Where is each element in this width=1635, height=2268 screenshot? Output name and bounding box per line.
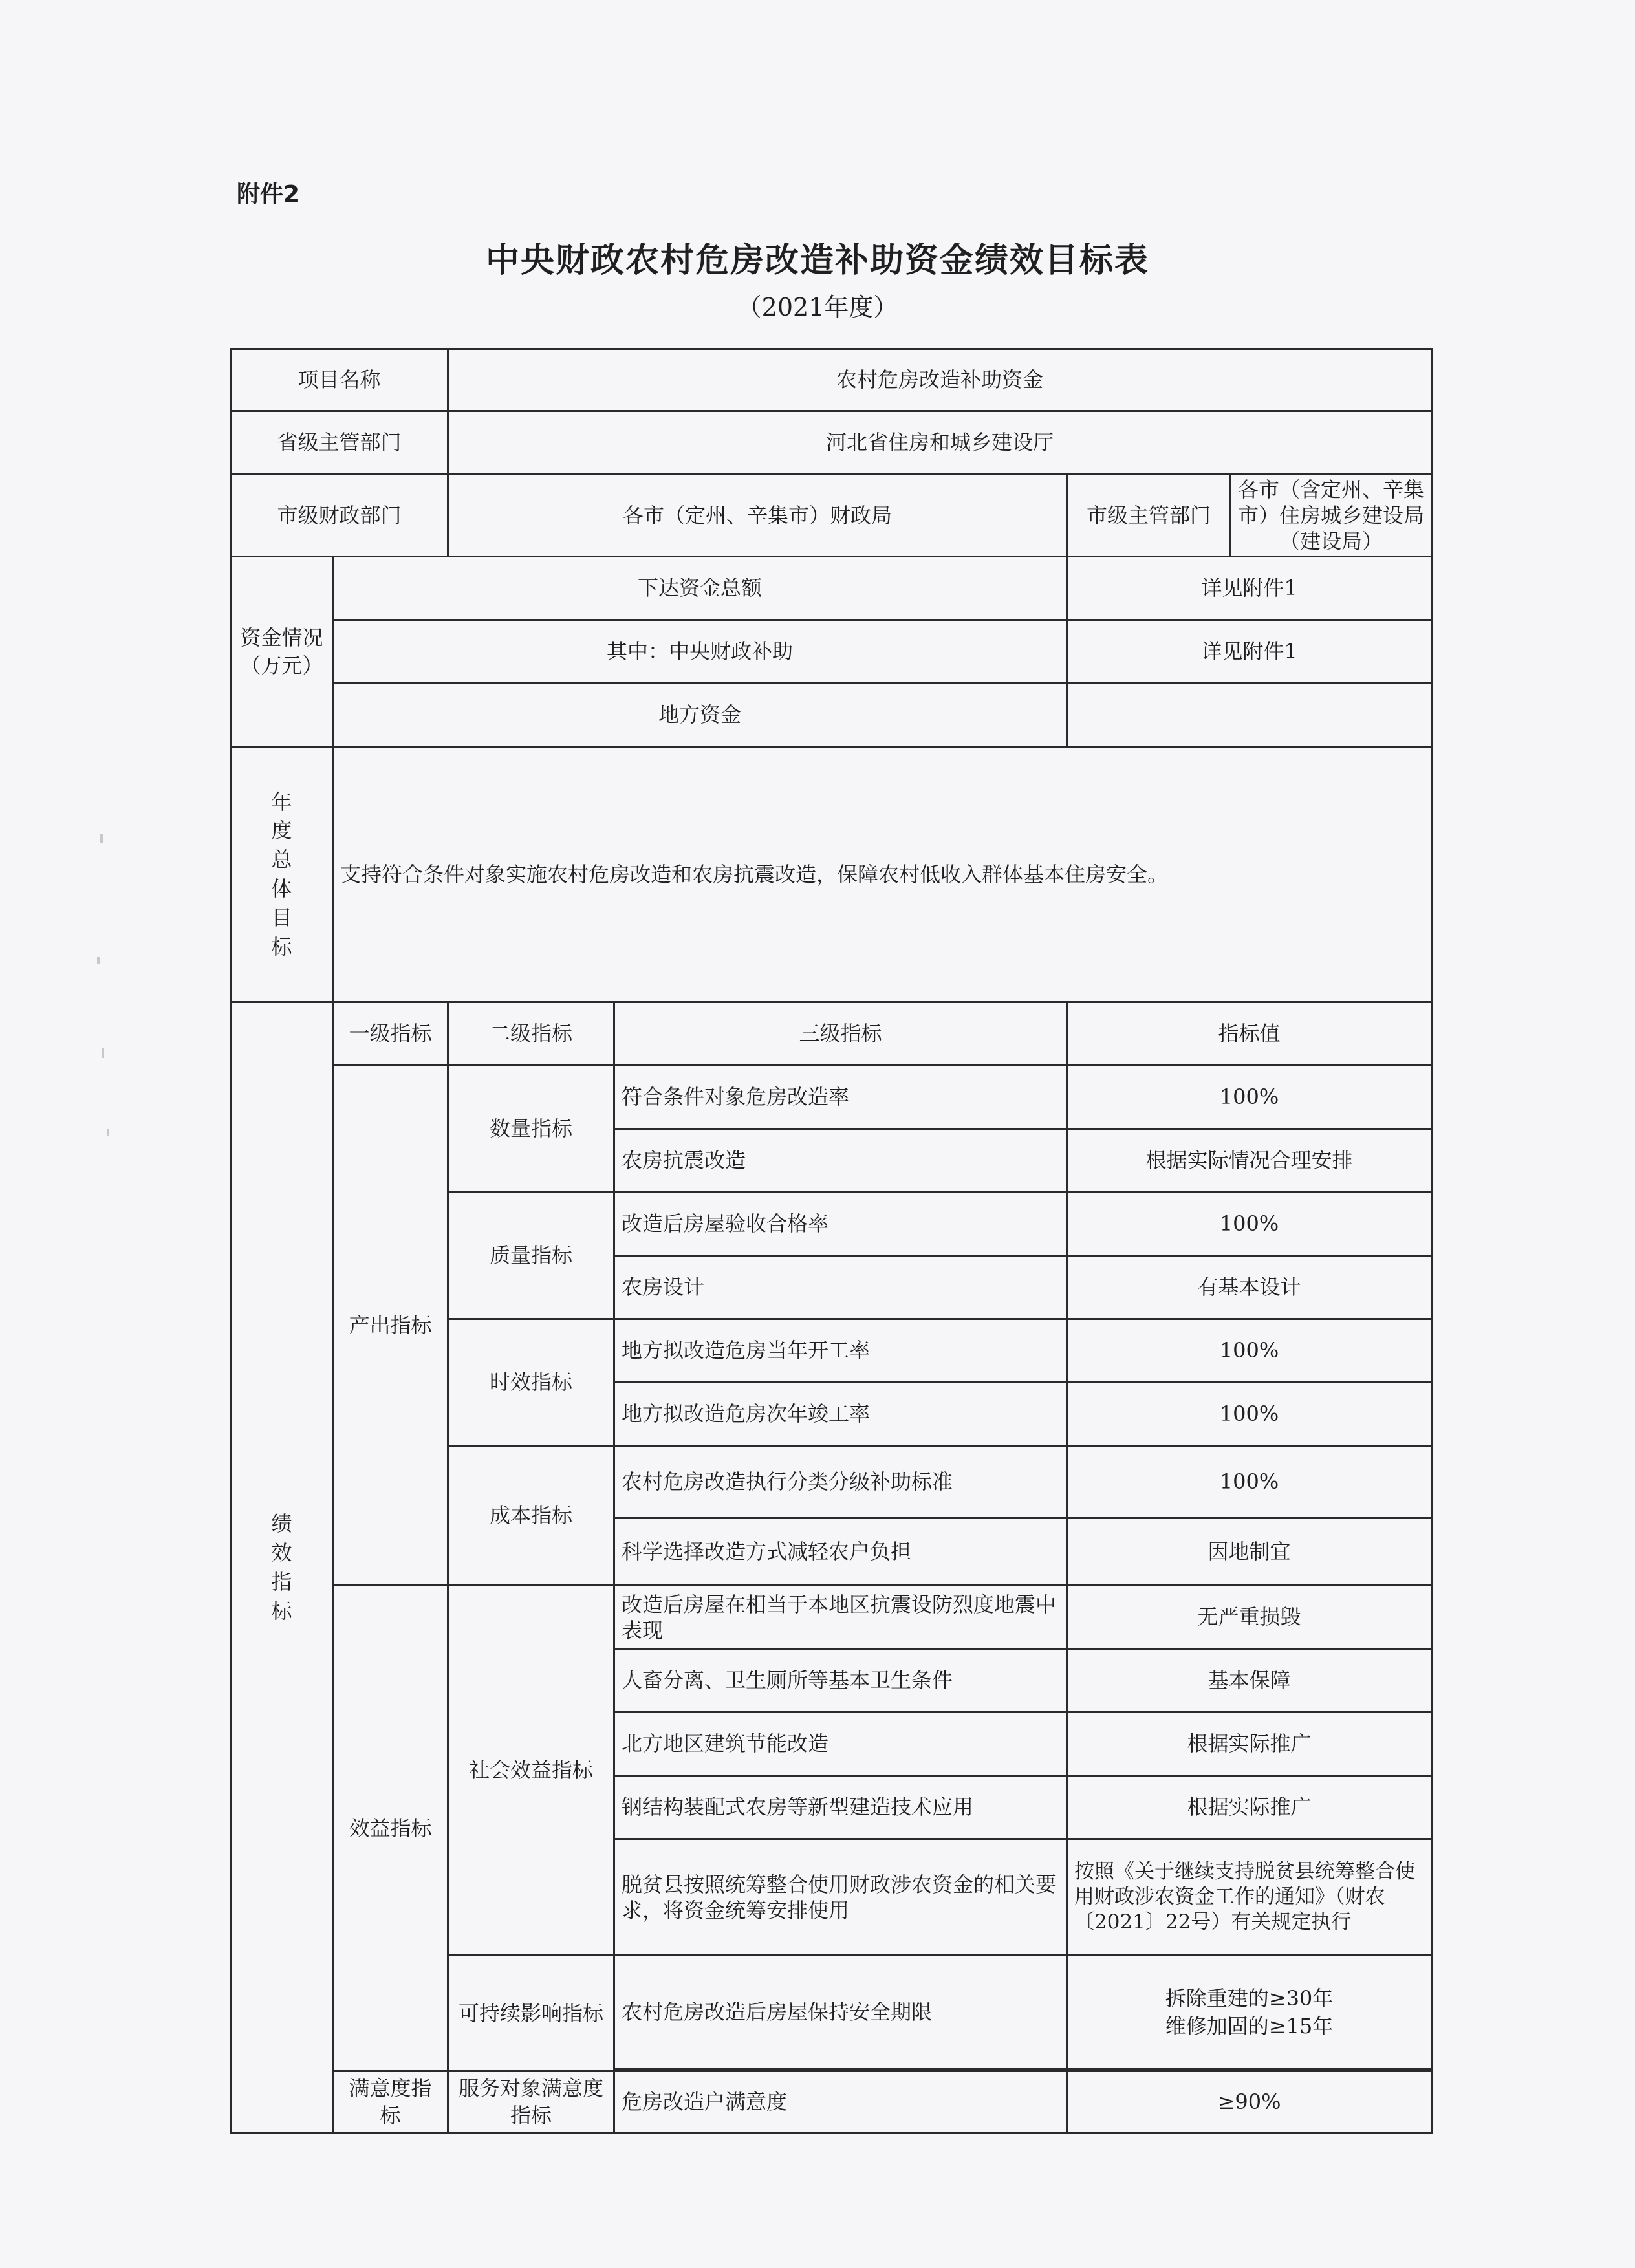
funds-item-name: 下达资金总额 [333, 557, 1067, 620]
indicator-value: 根据实际情况合理安排 [1067, 1129, 1432, 1193]
page-subtitle: （2021年度） [737, 293, 898, 321]
indicator-name: 地方拟改造危房当年开工率 [614, 1319, 1067, 1383]
provincial-dept-label: 省级主管部门 [231, 411, 448, 475]
service-satisfaction-label: 服务对象满意度指标 [448, 2071, 614, 2133]
benefit-indicator-label: 效益指标 [333, 1586, 448, 2071]
indicator-value: 100% [1067, 1446, 1432, 1518]
funds-item-value [1067, 684, 1432, 747]
indicator-value: 根据实际推广 [1067, 1776, 1432, 1839]
indicator-name: 脱贫县按照统筹整合使用财政涉农资金的相关要求，将资金统筹安排使用 [614, 1839, 1067, 1956]
quantity-indicator-label: 数量指标 [448, 1066, 614, 1193]
funds-label: 资金情况（万元） [231, 557, 333, 747]
indicator-value: 按照《关于继续支持脱贫县统筹整合使用财政涉农资金工作的通知》（财农〔2021〕22号）有关规定执行 [1067, 1839, 1432, 1956]
indicator-name: 人畜分离、卫生厕所等基本卫生条件 [614, 1649, 1067, 1712]
city-dept-cell [1067, 475, 1432, 557]
row-funds-central [231, 620, 1432, 684]
performance-target-table [230, 348, 1433, 2134]
header-value: 指标值 [1067, 1002, 1432, 1066]
row-city-depts [231, 475, 1432, 557]
indicator-value: 基本保障 [1067, 1649, 1432, 1712]
indicator-name: 农村危房改造执行分类分级补助标准 [614, 1446, 1067, 1518]
indicator-name: 农房设计 [614, 1256, 1067, 1319]
scan-speck [107, 1129, 109, 1136]
indicator-value: 100% [1067, 1319, 1432, 1383]
cost-indicator-label: 成本指标 [448, 1446, 614, 1586]
city-finance-label: 市级财政部门 [231, 475, 448, 557]
funds-item-name: 其中：中央财政补助 [333, 620, 1067, 684]
row-provincial-dept [231, 411, 1432, 475]
social-benefit-label: 社会效益指标 [448, 1586, 614, 1956]
header-level2: 二级指标 [448, 1002, 614, 1066]
indicator-name: 农房抗震改造 [614, 1129, 1067, 1193]
city-finance-value: 各市（定州、辛集市）财政局 [448, 475, 1067, 557]
indicator-name: 危房改造户满意度 [614, 2071, 1067, 2133]
header-level1: 一级指标 [333, 1002, 448, 1066]
page-title: 中央财政农村危房改造补助资金绩效目标表 [485, 241, 1149, 280]
sustainable-indicator-label: 可持续影响指标 [448, 1956, 614, 2071]
funds-item-name: 地方资金 [333, 684, 1067, 747]
row-funds-total [231, 557, 1432, 620]
indicator-name: 钢结构装配式农房等新型建造技术应用 [614, 1776, 1067, 1839]
indicator-value: 因地制宜 [1067, 1518, 1432, 1586]
city-dept-label: 市级主管部门 [1068, 475, 1231, 556]
indicator-name: 符合条件对象危房改造率 [614, 1066, 1067, 1129]
funds-item-value: 详见附件1 [1067, 557, 1432, 620]
indicator-value-line: 拆除重建的≥30年 [1165, 1986, 1334, 2011]
scan-speck [97, 957, 100, 964]
indicator-name: 地方拟改造危房次年竣工率 [614, 1383, 1067, 1446]
indicator-value: 无严重损毁 [1067, 1586, 1432, 1649]
scan-speck [102, 1048, 104, 1058]
scan-speck [100, 834, 103, 843]
indicator-value: 根据实际推广 [1067, 1712, 1432, 1776]
indicator-value: ≥90% [1067, 2071, 1432, 2133]
indicator-name: 农村危房改造后房屋保持安全期限 [614, 1956, 1067, 2069]
indicator-value: 100% [1067, 1066, 1432, 1129]
indicator-value: 100% [1067, 1383, 1432, 1446]
attachment-label: 附件2 [237, 181, 300, 208]
satisfaction-indicator-label: 满意度指标 [333, 2071, 448, 2133]
annual-goal-text: 支持符合条件对象实施农村危房改造和农房抗震改造，保障农村低收入群体基本住房安全。 [333, 747, 1432, 1002]
row-funds-local [231, 684, 1432, 747]
row-indicator-headers [231, 1002, 1432, 1066]
indicator-value: 100% [1067, 1193, 1432, 1256]
city-dept-value: 各市（含定州、辛集市）住房城乡建设局（建设局） [1238, 477, 1425, 554]
indicator-value [1067, 1956, 1432, 2069]
project-name-value: 农村危房改造补助资金 [448, 349, 1432, 411]
annual-goal-label: 年度总体目标 [231, 747, 333, 1002]
funds-item-value: 详见附件1 [1067, 620, 1432, 684]
row-project-name [231, 349, 1432, 411]
row-indicator [231, 1066, 1432, 1129]
indicator-name: 北方地区建筑节能改造 [614, 1712, 1067, 1776]
indicator-name: 改造后房屋在相当于本地区抗震设防烈度地震中表现 [614, 1586, 1067, 1649]
row-indicator [231, 2071, 1432, 2133]
indicator-name: 改造后房屋验收合格率 [614, 1193, 1067, 1256]
indicator-value-line: 维修加固的≥15年 [1165, 2013, 1334, 2038]
indicator-name: 科学选择改造方式减轻农户负担 [614, 1518, 1067, 1586]
row-indicator [231, 1586, 1432, 1649]
indicators-label: 绩效指标 [231, 1002, 333, 2133]
timeliness-indicator-label: 时效指标 [448, 1319, 614, 1446]
quality-indicator-label: 质量指标 [448, 1193, 614, 1319]
indicator-value: 有基本设计 [1067, 1256, 1432, 1319]
row-annual-goal [231, 747, 1432, 1002]
provincial-dept-value: 河北省住房和城乡建设厅 [448, 411, 1432, 475]
project-name-label: 项目名称 [231, 349, 448, 411]
header-level3: 三级指标 [614, 1002, 1067, 1066]
output-indicator-label: 产出指标 [333, 1066, 448, 1586]
